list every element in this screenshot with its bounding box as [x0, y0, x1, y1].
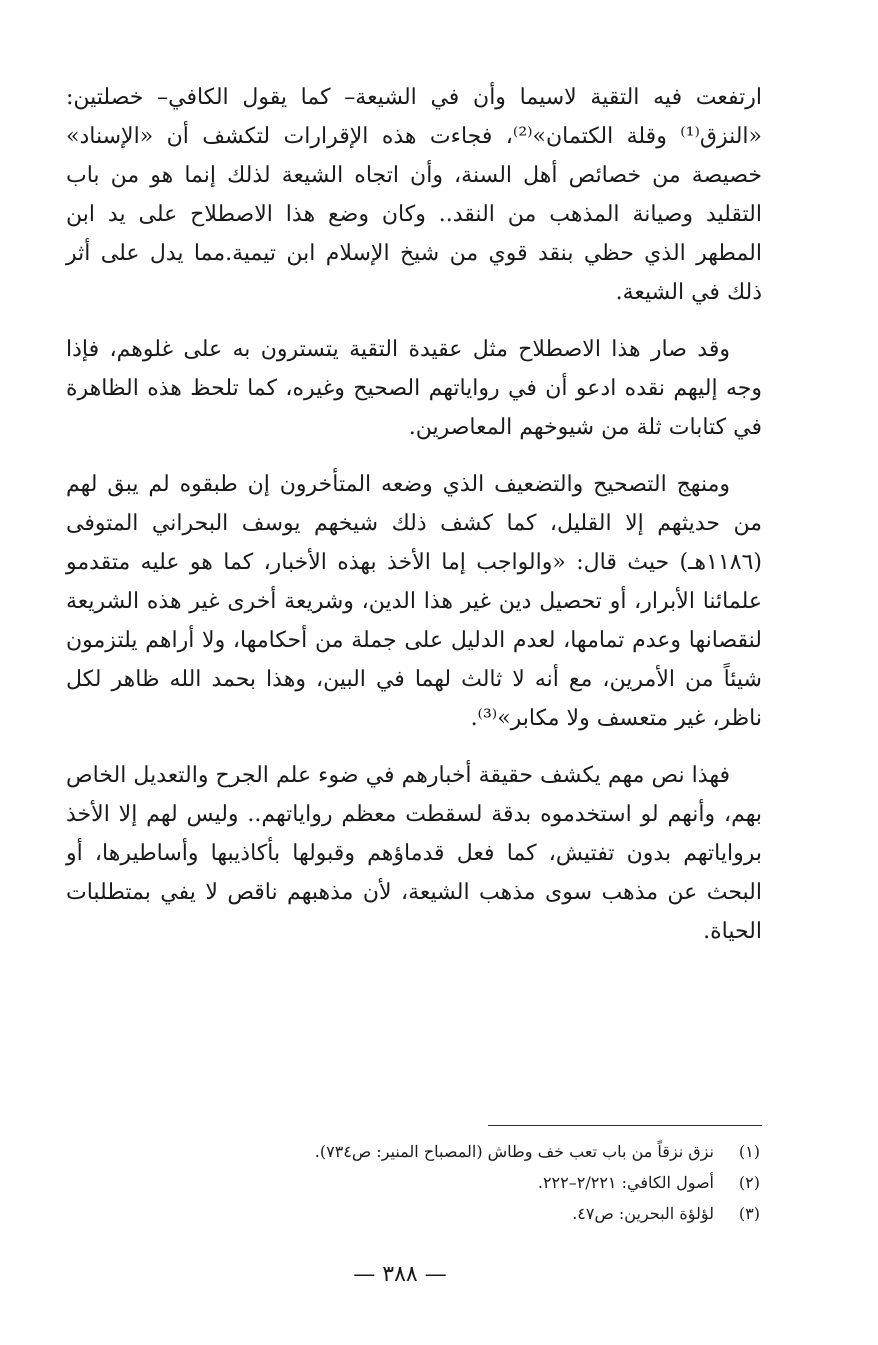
footnote-text: لؤلؤة البحرين: ص٤٧.: [572, 1204, 714, 1223]
footnote-number: (٢): [738, 1173, 760, 1192]
body-text: [66, 78, 762, 969]
footnote-number: (١): [738, 1142, 760, 1161]
paragraph-3: ومنهج التصحيح والتضعيف الذي وضعه المتأخرون إن طبقوه لم يبق لهم من حديثهم إلا القليل، كما كشف ذلك شيخهم يوسف البحراني المتوفى (١١٨٦هـ) حيث قال: «والواجب إما الأخذ بهذه الأخبار، كما هو عليه متقدمو علمائنا الأبرار، أو تحصيل دين غير هذا الدين، وشريعة أخرى غير هذه الشريعة لنقصانها وعدم تمامها، لعدم الدليل على جملة من أحكامها، ولا أراهم يلتزمون شيئاً من الأمرين، مع أنه لا ثالث لهما في البين، وهذا بحمد الله ظاهر لكل ناظر، غير متعسف ولا مكابر»⁽³⁾.: [66, 472, 762, 731]
footnote-1: [100, 1136, 760, 1167]
footnote-text: نزق نزقاً من باب تعب خف وطاش (المصباح المنير: ص٧٣٤).: [314, 1142, 714, 1161]
paragraph-1: ارتفعت فيه التقية لاسيما وأن في الشيعة– كما يقول الكافي– خصلتين: «النزق⁽¹⁾ وقلة الكتمان»⁽²⁾، فجاءت هذه الإقرارات لتكشف أن «الإسناد» خصيصة من خصائص أهل السنة، وأن اتجاه الشيعة لذلك إنما هو من باب التقليد وصيانة المذهب من النقد.. وكان وضع هذا الاصطلاح على يد ابن المطهر الذي حظي بنقد قوي من شيخ الإسلام ابن تيمية.مما يدل على أثر ذلك في الشيعة.: [66, 85, 762, 305]
footnote-number: (٣): [738, 1204, 760, 1223]
footnote-text: أصول الكافي: ٢/٢٢١–٢٢٢.: [537, 1173, 714, 1192]
footnote-3: [100, 1198, 760, 1229]
footnote-2: [100, 1167, 760, 1198]
footnotes: [100, 1136, 760, 1229]
paragraph-4: فهذا نص مهم يكشف حقيقة أخبارهم في ضوء علم الجرح والتعديل الخاص بهم، وأنهم لو استخدموه بدقة لسقطت معظم رواياتهم.. وليس لهم إلا الأخذ برواياتهم بدون تفتيش، كما فعل قدماؤهم وقبولها بأكاذيبها وأساطيرها، أو البحث عن مذهب سوى مذهب الشيعة، لأن مذهبهم ناقص لا يفي بمتطلبات الحياة.: [66, 763, 762, 944]
paragraph-2: وقد صار هذا الاصطلاح مثل عقيدة التقية يتسترون به على غلوهم، فإذا وجه إليهم نقده ادعو أن في رواياتهم الصحيح وغيره، كما تلحظ هذه الظاهرة في كتابات ثلة من شيوخهم المعاصرين.: [66, 337, 762, 440]
footnote-divider: [488, 1125, 762, 1126]
page-number: — ٣٨٨ —: [353, 1262, 447, 1287]
